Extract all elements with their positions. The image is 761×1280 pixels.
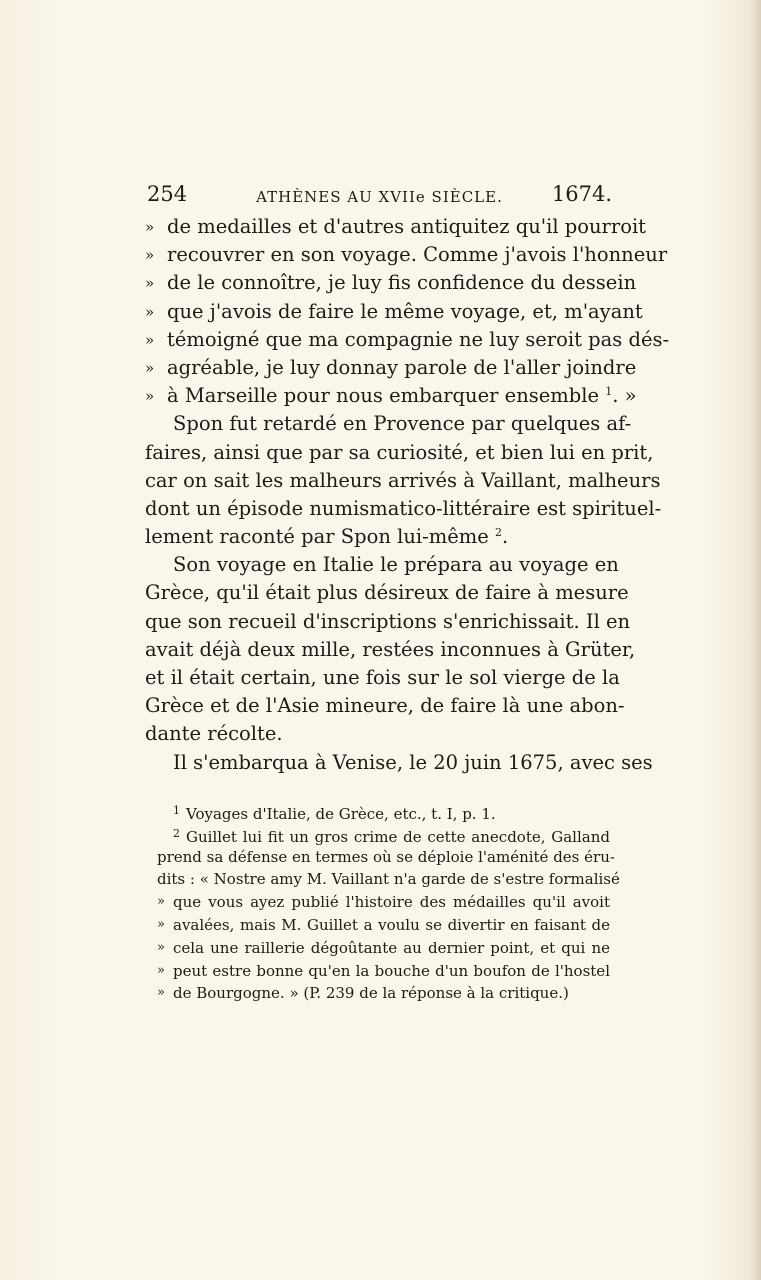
- main-text: [145, 213, 670, 777]
- quote-mark: »: [157, 894, 165, 910]
- page-number: 254: [147, 182, 188, 206]
- footnote-line: » peut estre bonne qu'en la bouche d'un boufon de l'hostel: [157, 960, 610, 983]
- quoted-passage: [145, 213, 670, 410]
- footnote-line: » de Bourgogne. » (P. 239 de la réponse à la critique.): [157, 982, 610, 1005]
- footnote-number: 1: [173, 804, 180, 817]
- running-year: 1674.: [551, 182, 612, 206]
- text-line: avait déjà deux mille, restées inconnues à Grüter,: [145, 637, 636, 661]
- text-line: et il était certain, une fois sur le sol vierge de la: [145, 666, 620, 689]
- text-line: » que j'avois de faire le même voyage, et, m'ayant: [145, 298, 608, 326]
- text-line: » agréable, je luy donnay parole de l'aller joindre: [145, 354, 608, 382]
- footnotes: [157, 800, 620, 1005]
- text-line: » recouvrer en son voyage. Comme j'avois l'honneur: [145, 241, 608, 269]
- text-line: dont un épisode numismatico-littéraire est spirituel-: [145, 496, 662, 520]
- quote-mark: »: [157, 962, 165, 978]
- quote-mark: »: [157, 939, 165, 955]
- text-line: » témoigné que ma compagnie ne luy seroit pas dés-: [145, 326, 608, 354]
- text-line: car on sait les malheurs arrivés à Vaillant, malheurs: [145, 468, 661, 492]
- quote-mark: »: [157, 985, 165, 1001]
- quote-mark: »: [145, 274, 155, 293]
- footnote-2: $^2$ Guillet lui fit un gros crime de cette anecdote, Galland: [173, 826, 610, 846]
- text-line: Grèce et de l'Asie mineure, de faire là une abon-: [145, 694, 625, 718]
- paragraph: [145, 410, 662, 551]
- text-line: » à Marseille pour nous embarquer ensemble $^1$. »: [145, 382, 608, 410]
- text-line: » de medailles et d'autres antiquitez qu'il pourroit: [145, 213, 608, 241]
- text-line: que son recueil d'inscriptions s'enrichissait. Il en: [145, 609, 631, 633]
- text-line: Il s'embarqua à Venise, le 20 juin 1675, avec ses: [173, 750, 653, 774]
- page-edge-shadow: [749, 0, 761, 1280]
- text-line: Son voyage en Italie le prépara au voyage en: [173, 553, 619, 577]
- footnote-number: 2: [173, 826, 180, 840]
- quote-mark: »: [145, 358, 155, 377]
- text-line: » de le connoître, je luy fis confidence du dessein: [145, 269, 608, 297]
- quote-mark: »: [145, 387, 155, 406]
- footnote-1: $^1$ Voyages d'Italie, de Grèce, etc., t. I, p. 1.: [173, 804, 496, 823]
- text-line: lement raconté par Spon lui-même $^2$.: [145, 525, 509, 549]
- footnote-ref[interactable]: 2: [495, 526, 502, 540]
- quote-mark: »: [145, 218, 155, 236]
- footnote-line: dits : « Nostre amy M. Vaillant n'a garde de s'estre formalisé: [157, 870, 620, 889]
- text-line: Spon fut retardé en Provence par quelques af-: [173, 412, 632, 436]
- running-head: [147, 180, 612, 208]
- paragraph: [145, 749, 653, 777]
- footnote-line: » cela une raillerie dégoûtante au dernier point, et qui ne: [157, 937, 610, 960]
- footnote-line: » avalées, mais M. Guillet a voulu se divertir en faisant de: [157, 914, 610, 937]
- running-title: ATHÈNES AU XVIIe SIÈCLE.: [256, 188, 503, 206]
- quote-mark: »: [145, 330, 155, 349]
- quote-mark: »: [145, 246, 155, 265]
- text-line: faires, ainsi que par sa curiosité, et bien lui en prit,: [145, 440, 654, 464]
- text-line: Grèce, qu'il était plus désireux de faire à mesure: [145, 581, 629, 605]
- quote-mark: »: [145, 302, 155, 321]
- footnote-line: prend sa défense en termes où se déploie l'aménité des éru-: [157, 847, 615, 866]
- footnote-line: » que vous ayez publié l'histoire des médailles qu'il avoit: [157, 891, 610, 914]
- footnote-ref[interactable]: 1: [605, 385, 613, 399]
- text-line: dante récolte.: [145, 722, 283, 746]
- quote-mark: »: [157, 916, 165, 932]
- paragraph: [145, 551, 636, 748]
